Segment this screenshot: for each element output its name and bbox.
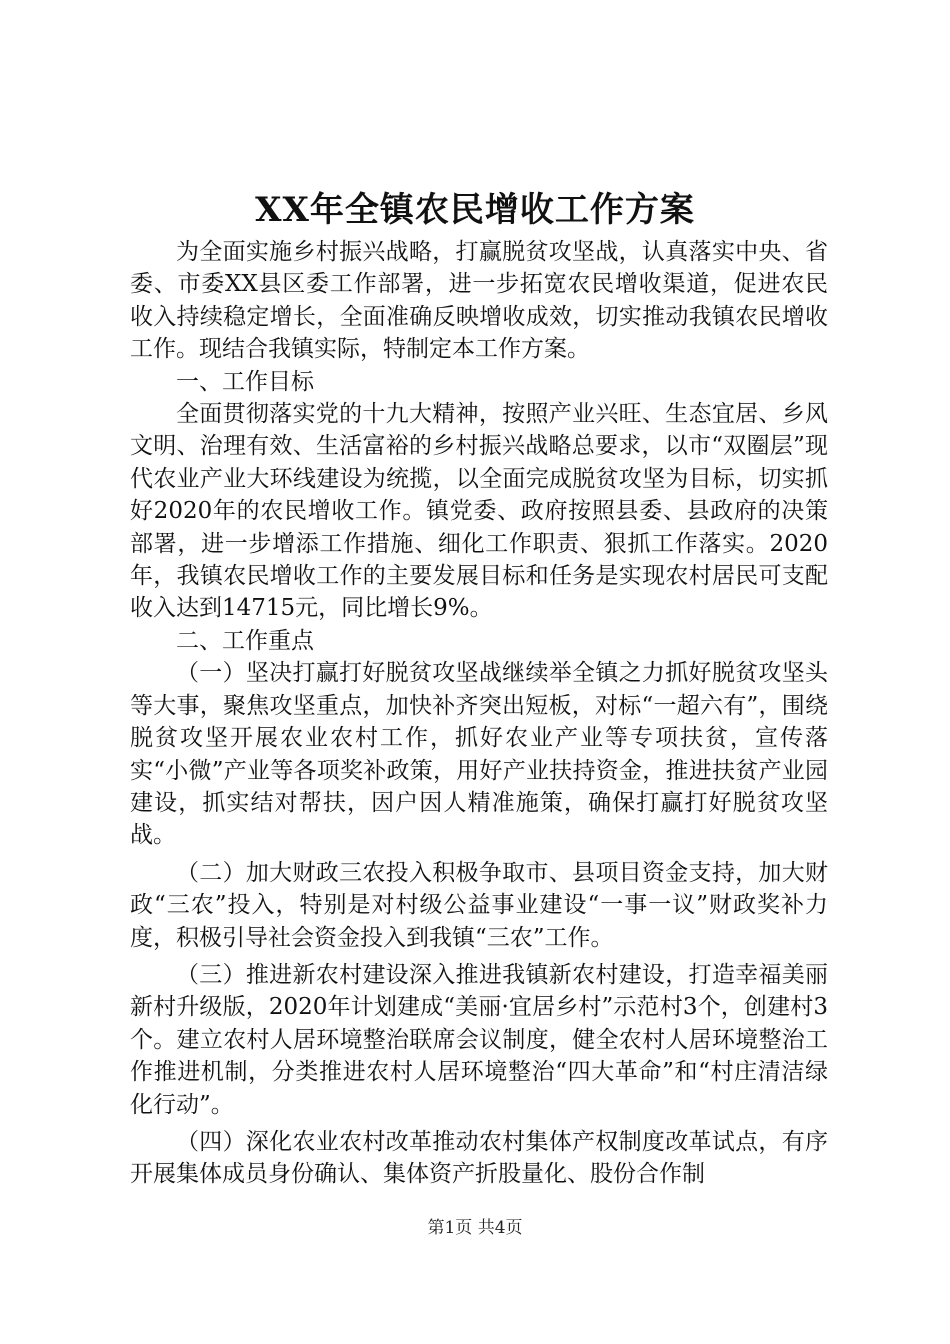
- document-body: [130, 236, 828, 1191]
- focus-item-2: （二）加大财政三农投入积极争取市、县项目资金支持，加大财政“三农”投入，特别是对村级公益事业建设“一事一议”财政奖补力度，积极引导社会资金投入到我镇“三农”工作。: [130, 859, 828, 951]
- intro-paragraph: 为全面实施乡村振兴战略，打赢脱贫攻坚战，认真落实中央、省委、市委XX县区委工作部署，进一步拓宽农民增收渠道，促进农民收入持续稳定增长，全面准确反映增收成效，切实推动我镇农民增收工作。现结合我镇实际，特制定本工作方案。: [130, 239, 828, 363]
- focus-item-1: （一）坚决打赢打好脱贫攻坚战继续举全镇之力抓好脱贫攻坚头等大事，聚焦攻坚重点，加快补齐突出短板，对标“一超六有”，围绕脱贫攻坚开展农业农村工作，抓好农业产业等专项扶贫，宣传落实“小微”产业等各项奖补政策，用好产业扶持资金，推进扶贫产业园建设，抓实结对帮扶，因户因人精准施策，确保打赢打好脱贫攻坚战。: [130, 660, 828, 849]
- page-footer: 第1页 共4页: [427, 1218, 523, 1238]
- document-title: XX年全镇农民增收工作方案: [255, 190, 695, 230]
- section-heading-goals: 一、工作目标: [176, 368, 314, 395]
- focus-item-3: （三）推进新农村建设深入推进我镇新农村建设，打造幸福美丽新村升级版，2020年计划建成“美丽·宜居乡村”示范村3个，创建村3个。建立农村人居环境整治联席会议制度，健全农村人居环境整治工作推进机制，分类推进农村人居环境整治“四大革命”和“村庄清洁绿化行动”。: [130, 961, 828, 1118]
- focus-item-4: （四）深化农业农村改革推动农村集体产权制度改革试点，有序开展集体成员身份确认、集体资产折股量化、股份合作制: [130, 1128, 828, 1188]
- section-heading-focus: 二、工作重点: [176, 627, 314, 654]
- goals-paragraph: 全面贯彻落实党的十九大精神，按照产业兴旺、生态宜居、乡风文明、治理有效、生活富裕的乡村振兴战略总要求，以市“双圈层”现代农业产业大环线建设为统揽，以全面完成脱贫攻坚为目标，切实抓好2020年的农民增收工作。镇党委、政府按照县委、县政府的决策部署，进一步增添工作措施、细化工作职责、狠抓工作落实。2020年，我镇农民增收工作的主要发展目标和任务是实现农村居民可支配收入达到14715元，同比增长9%。: [130, 401, 828, 622]
